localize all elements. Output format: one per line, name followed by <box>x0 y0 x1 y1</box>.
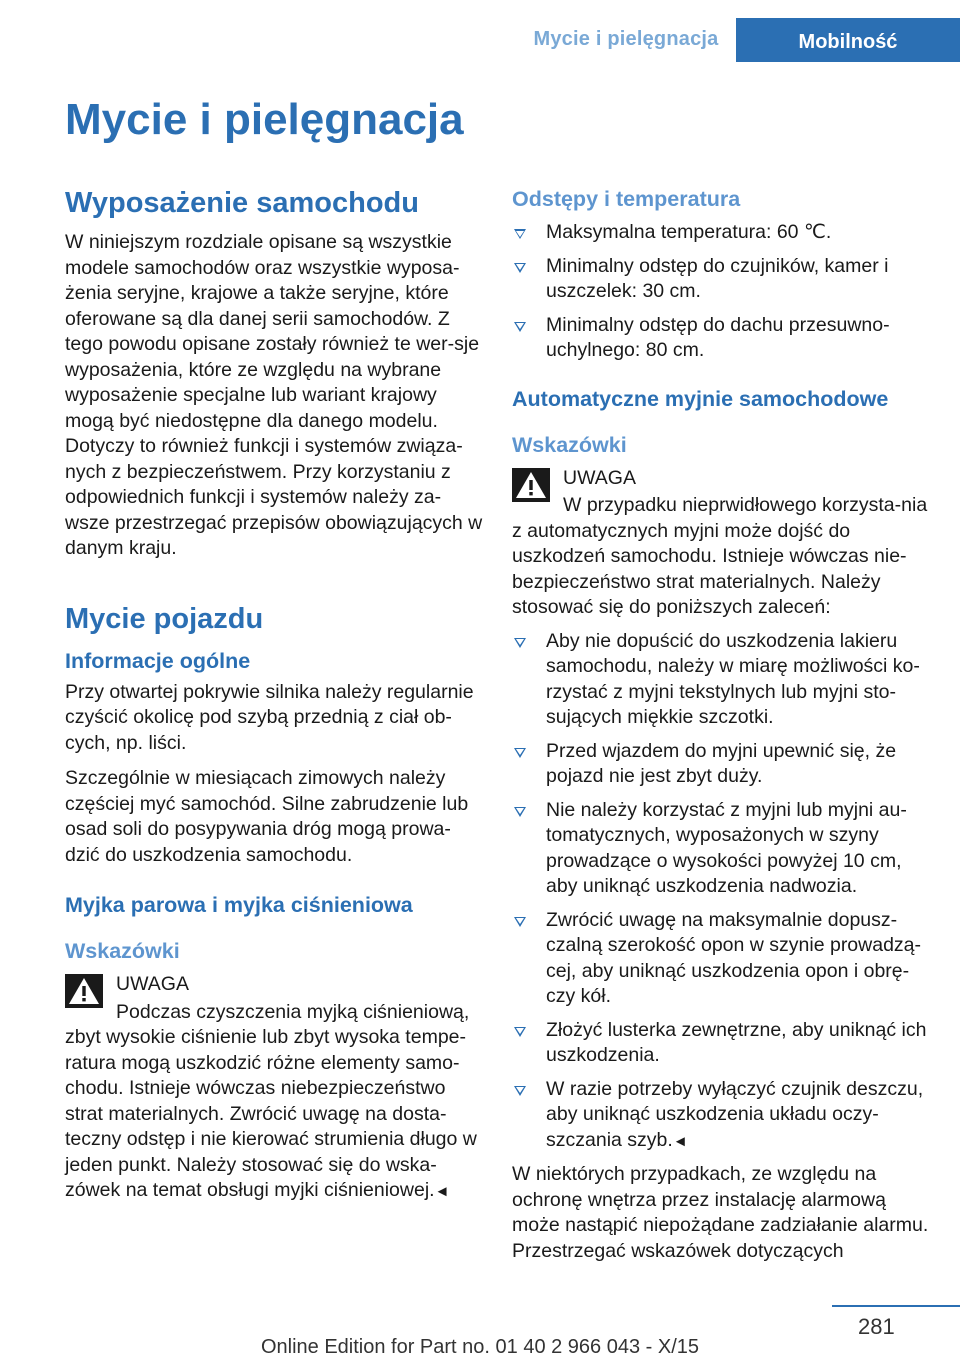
warning-text-body: Podczas czyszczenia myjką ciśnieniową, zbyt wysokie ciśnienie lub zbyt wysoka tempe-ratura mogą uszkodzić różne elementy samo-chodu. Istnieje wówczas niebezpieczeństwo strat materialnych. Zwrócić uwagę na dosta-teczny odstęp i nie kierować strumienia długo w jeden punkt. Należy stosować się do wska-zówek na temat obsługi myjki ciśnieniowej. <box>65 1000 477 1201</box>
bullet-triangle-icon <box>514 748 526 758</box>
list-item: Złożyć lusterka zewnętrzne, aby uniknąć ich uszkodzenia. <box>512 1018 930 1069</box>
alarm-paragraph: W niektórych przypadkach, ze względu na ochronę wnętrza przez instalację alarmową może nastąpić niepożądane zadziałanie alarmu. Przestrzegać wskazówek dotyczących <box>512 1163 929 1262</box>
warning-block-right <box>512 466 930 621</box>
tips-heading-right: Wskazówki <box>512 432 627 457</box>
tips-heading-left: Wskazówki <box>65 939 180 963</box>
distance-temperature-heading: Odstępy i temperatura <box>512 187 741 211</box>
general-paragraph-2: Szczególnie w miesiącach zimowych należy częściej myć samochód. Silne zabrudzenie lub osad soli do posypywania dróg mogą prowa-dzić do uszkodzenia samochodu. <box>65 767 469 866</box>
list-item: Maksymalna temperatura: 60 ℃. <box>512 220 930 246</box>
warning-text-left <box>65 1000 483 1205</box>
list-item: Nie należy korzystać z myjni lub myjni au-tomatycznych, wyposażonych w szyny prowadzące o wysokości powyżej 10 cm, aby uniknąć uszkodzenia nadwozia. <box>512 798 930 900</box>
bullet-triangle-icon <box>514 1027 526 1037</box>
warning-label: UWAGA <box>563 466 636 489</box>
header-chapter-tab: Mobilność <box>736 18 960 62</box>
warning-text-right <box>512 493 930 621</box>
warning-icon <box>65 974 103 1008</box>
equipment-paragraph: W niniejszym rozdziale opisane są wszystkie modele samochodów oraz wszystkie wyposa-żenia seryjne, krajowe a także seryjne, które oferowane są dla danej serii samochodów. Z tego powodu opisane zostały również te wer-sje wyposażenia, które ze względu na wybrane wyposażenie specjalne lub wariant krajowy mogą być niedostępne dla danego modelu. Dotyczy to również funkcji i systemów związa-nych z bezpieczeństwem. Przy korzystaniu z odpowiednich funkcji i systemów należy za-wsze przestrzegać przepisów obowiązujących w danym kraju. <box>65 231 483 559</box>
list-item: Minimalny odstęp do czujników, kamer i uszczelek: 30 cm. <box>512 254 930 305</box>
list-item: Minimalny odstęp do dachu przesuwno-uchylnego: 80 cm. <box>512 313 930 364</box>
warning-block-left <box>65 972 483 1205</box>
page-title: Mycie i pielęgnacja <box>65 95 464 144</box>
header-section-title: Mycie i pielęgnacja <box>533 28 719 50</box>
right-column <box>512 184 930 1274</box>
list-item: W razie potrzeby wyłączyć czujnik deszczu, aby uniknąć uszkodzenia układu oczy-szczania szyb.◄ <box>512 1077 930 1155</box>
vehicle-wash-heading: Mycie pojazdu <box>65 602 264 635</box>
warning-icon <box>512 468 550 502</box>
bullet-triangle-icon <box>514 807 526 817</box>
list-item: Aby nie dopuścić do uszkodzenia lakieru samochodu, należy w miarę możliwości ko-rzystać z myjni tekstylnych lub myjni sto-sujących miękkie szczotki. <box>512 629 930 731</box>
edition-footer: Online Edition for Part no. 01 40 2 966 043 - X/15 <box>260 1336 700 1358</box>
bullet-triangle-icon <box>514 1086 526 1096</box>
page-header <box>0 0 960 62</box>
steam-pressure-washer-heading: Myjka parowa i myjka ciśnieniowa <box>65 893 413 917</box>
list-item: Zwrócić uwagę na maksymalnie dopusz-czalną szerokość opon w szynie prowadzą-cej, aby uniknąć uszkodzenia opon i obrę-czy kół. <box>512 908 930 1010</box>
footer-rule <box>832 1305 960 1307</box>
list-item: Przed wjazdem do myjni upewnić się, że pojazd nie jest zbyt duży. <box>512 739 930 790</box>
distance-list <box>512 220 930 364</box>
general-info-heading: Informacje ogólne <box>65 648 251 673</box>
page-number: 281 <box>858 1314 895 1339</box>
warning-label: UWAGA <box>116 973 189 995</box>
bullet-triangle-icon <box>514 322 526 332</box>
end-mark: ◄ <box>672 1132 688 1150</box>
left-column <box>65 184 483 1207</box>
car-wash-list <box>512 629 930 1155</box>
bullet-triangle-icon <box>514 229 526 239</box>
warning-text-body: W przypadku nieprwidłowego korzysta-nia z automatycznych myjni może dojść do uszkodzeń samochodu. Istnieje wówczas nie-bezpieczeństwo strat materialnych. Należy stosować się do poniższych zaleceń: <box>512 494 928 618</box>
bullet-triangle-icon <box>514 263 526 273</box>
end-mark: ◄ <box>434 1183 450 1200</box>
bullet-triangle-icon <box>514 917 526 927</box>
equipment-heading: Wyposażenie samochodu <box>65 187 419 219</box>
general-paragraph-1: Przy otwartej pokrywie silnika należy regularnie czyścić okolicę pod szybą przednią z ciał ob-cych, np. liści. <box>65 680 474 754</box>
bullet-triangle-icon <box>514 638 526 648</box>
automatic-car-wash-heading: Automatyczne myjnie samochodowe <box>512 386 889 411</box>
